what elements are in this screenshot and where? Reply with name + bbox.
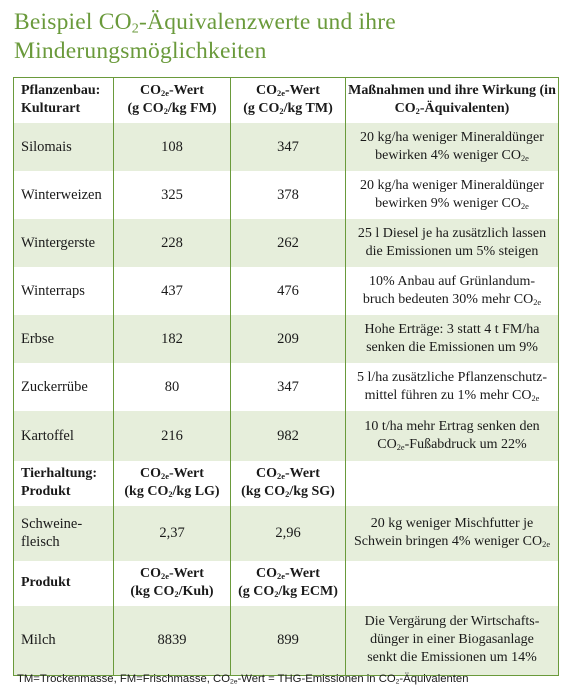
co2-tm-value: 982 — [231, 411, 346, 461]
crop-name: Erbse — [14, 315, 114, 363]
header-crop: Pflanzenbau: Kulturart — [14, 78, 114, 123]
table-row — [14, 219, 559, 267]
header-co2-tm: $CO_{2e}$-Wert (g $CO_2/kg$ TM) — [231, 78, 346, 123]
emissions-table — [13, 77, 559, 676]
measure-text: 10 t/ha mehr Ertrag senken den $CO_{2e}$-Fußabdruck um 22% — [346, 411, 559, 461]
plant-header-row — [14, 78, 559, 123]
co2-ecm-value: 899 — [231, 606, 346, 676]
crop-name: Winterraps — [14, 267, 114, 315]
table-row — [14, 606, 559, 676]
co2-tm-value: 476 — [231, 267, 346, 315]
header-animal-product: Tierhaltung: Produkt — [14, 461, 114, 506]
measure-text: 25 l Diesel je ha zusätzlich lassen die Emissionen um 5% steigen — [346, 219, 559, 267]
table-row — [14, 315, 559, 363]
co2-fm-value: 80 — [114, 363, 231, 411]
co2-fm-value: 325 — [114, 171, 231, 219]
header-co2-ecm: $CO_{2e}$-Wert (g $CO_2/kg$ ECM) — [231, 561, 346, 606]
table-row — [14, 506, 559, 561]
crop-name: Wintergerste — [14, 219, 114, 267]
co2-lg-value: 2,37 — [114, 506, 231, 561]
footnote: TM=Trockenmasse, FM=Frischmasse, $CO_{2e}$-Wert = THG-Emissionen in $CO_2$-Äquivalenten — [17, 673, 469, 686]
co2-tm-value: 262 — [231, 219, 346, 267]
measure-text: 20 kg weniger Mischfutter je Schwein bringen 4% weniger $CO_{2e}$ — [346, 506, 559, 561]
header-co2-lg: $CO_{2e}$-Wert (kg $CO_2/kg$ LG) — [114, 461, 231, 506]
measure-text: 5 l/ha zusätzliche Pflanzenschutz- mittel führen zu 1% mehr $CO_{2e}$ — [346, 363, 559, 411]
co2-tm-value: 347 — [231, 363, 346, 411]
table-row — [14, 171, 559, 219]
header-co2-sg: $CO_{2e}$-Wert (kg $CO_2/kg$ SG) — [231, 461, 346, 506]
co2-tm-value: 209 — [231, 315, 346, 363]
co2-fm-value: 182 — [114, 315, 231, 363]
header-measures: Maßnahmen und ihre Wirkung (in $CO_2-Äquivalenten$) — [346, 78, 559, 123]
measure-text: 10% Anbau auf Grünlandum- bruch bedeuten 30% mehr $CO_{2e}$ — [346, 267, 559, 315]
animal-header-row — [14, 461, 559, 506]
co2-fm-value: 437 — [114, 267, 231, 315]
crop-name: Zuckerrübe — [14, 363, 114, 411]
crop-name: Winterweizen — [14, 171, 114, 219]
co2-tm-value: 378 — [231, 171, 346, 219]
co2-sg-value: 2,96 — [231, 506, 346, 561]
header-co2-fm: $CO_{2e}$-Wert (g $CO_2/kg$ FM) — [114, 78, 231, 123]
crop-name: Silomais — [14, 123, 114, 171]
table-row — [14, 123, 559, 171]
header-product: Produkt — [14, 561, 114, 606]
co2-fm-value: 228 — [114, 219, 231, 267]
page-title: Beispiel $CO_2$-Äquivalenzwerte und ihre Minderungsmöglichkeiten — [14, 9, 396, 64]
measure-text: 20 kg/ha weniger Mineraldünger bewirken 9% weniger $CO_{2e}$ — [346, 171, 559, 219]
measure-text: Die Vergärung der Wirtschafts- dünger in einer Biogasanlage senkt die Emissionen um 14% — [346, 606, 559, 676]
header-empty — [346, 561, 559, 606]
header-empty — [346, 461, 559, 506]
co2-fm-value: 216 — [114, 411, 231, 461]
table-row — [14, 363, 559, 411]
measure-text: Hohe Erträge: 3 statt 4 t FM/ha senken die Emissionen um 9% — [346, 315, 559, 363]
co2-tm-value: 347 — [231, 123, 346, 171]
product-name: Milch — [14, 606, 114, 676]
measure-text: 20 kg/ha weniger Mineraldünger bewirken 4% weniger $CO_{2e}$ — [346, 123, 559, 171]
table-row — [14, 411, 559, 461]
co2-kuh-value: 8839 — [114, 606, 231, 676]
product-name: Schweine- fleisch — [14, 506, 114, 561]
co2-fm-value: 108 — [114, 123, 231, 171]
product-header-row — [14, 561, 559, 606]
crop-name: Kartoffel — [14, 411, 114, 461]
table-row — [14, 267, 559, 315]
header-co2-kuh: $CO_{2e}$-Wert (kg $CO_2/Kuh$) — [114, 561, 231, 606]
